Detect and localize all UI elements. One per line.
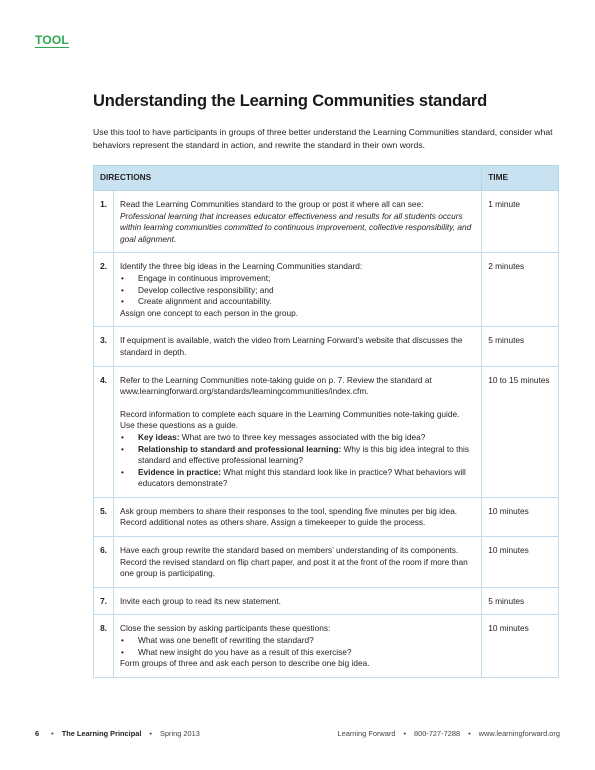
list-item	[120, 432, 475, 444]
bullet-list	[120, 635, 475, 658]
table-row	[94, 537, 559, 588]
step-text: Close the session by asking participants these questions:	[119, 623, 331, 634]
directions-table	[93, 165, 559, 678]
list-item: • Engage in continuous improvement;	[120, 273, 475, 285]
table-row	[94, 497, 559, 536]
bullet-bold-label: Key ideas:	[137, 431, 180, 442]
table-row	[94, 327, 559, 366]
step-text: If equipment is available, watch the video from Learning Forward’s website that discusses the standard in depth.	[119, 335, 463, 357]
step-time: 10 minutes	[482, 615, 559, 677]
step-directions	[113, 497, 481, 536]
step-text: Identify the three big ideas in the Learning Communities standard:	[119, 261, 363, 272]
step-text: Have each group rewrite the standard based on members’ understanding of its components. Record the revised standard on flip chart paper, and post it at the front of the room if more than one group is participating.	[119, 545, 468, 579]
step-directions	[113, 191, 481, 253]
table-header-row	[94, 166, 559, 191]
phone-number: 800-727-7288	[414, 729, 461, 738]
step-time: 5 minutes	[482, 327, 559, 366]
bullet-text: What might this standard look like in practice? What behaviors will educators demonstrate?	[137, 466, 466, 489]
step-directions	[113, 327, 481, 366]
publication-name: The Learning Principal	[61, 729, 142, 738]
step-time: 10 minutes	[482, 537, 559, 588]
table-row	[94, 191, 559, 253]
time-header: TIME	[482, 166, 559, 191]
step-text-after: Form groups of three and ask each person to describe one big idea.	[119, 658, 370, 669]
page-number: 6	[35, 729, 40, 738]
organization-name: Learning Forward	[337, 729, 396, 738]
step-directions	[113, 587, 481, 615]
bullet-bold-label: Relationship to standard and professional learning:	[137, 443, 342, 454]
footer-separator: •	[403, 729, 407, 738]
step-text: Refer to the Learning Communities note-taking guide on p. 7. Review the standard at www.learningforward.org/standards/learningcommunities/index.cfm.	[119, 374, 432, 397]
table-row	[94, 587, 559, 615]
step-time: 10 to 15 minutes	[482, 366, 559, 497]
table-row	[94, 253, 559, 327]
footer-right	[338, 729, 561, 738]
step-number: 8.	[94, 615, 114, 677]
footer-separator: •	[51, 729, 54, 738]
list-item: • Develop collective responsibility; and	[120, 285, 475, 297]
step-number: 3.	[94, 327, 114, 366]
intro-paragraph: Use this tool to have participants in groups of three better understand the Learning Communities standard, consider what behaviors represent the standard in action, and rewrite the standard in their own words.	[93, 127, 553, 150]
bullet-bold-label: Evidence in practice:	[137, 466, 221, 477]
footer-separator: •	[468, 729, 471, 738]
table-row	[94, 615, 559, 677]
list-item	[120, 444, 475, 467]
step-text: Invite each group to read its new statement.	[119, 595, 281, 606]
spacer	[120, 398, 475, 409]
step-text-after: Assign one concept to each person in the group.	[119, 307, 299, 318]
bullet-list	[120, 432, 475, 490]
step-time: 2 minutes	[482, 253, 559, 327]
step-number: 7.	[94, 587, 114, 615]
footer-separator: •	[149, 729, 152, 738]
list-item: • What new insight do you have as a result of this exercise?	[120, 647, 475, 659]
step-time: 5 minutes	[482, 587, 559, 615]
bullet-text: Why is this big idea integral to this standard and effective professional learning?	[137, 443, 470, 466]
issue-date: Spring 2013	[159, 729, 200, 738]
directions-header: DIRECTIONS	[94, 166, 482, 191]
table-row	[94, 366, 559, 497]
step-time: 1 minute	[482, 191, 559, 253]
list-item	[120, 467, 475, 490]
step-directions	[113, 253, 481, 327]
step-number: 5.	[94, 497, 114, 536]
step-number: 6.	[94, 537, 114, 588]
step-directions	[113, 366, 481, 497]
website-link[interactable]: www.learningforward.org	[478, 729, 560, 738]
step-directions	[113, 615, 481, 677]
bullet-text: What are two to three key messages associated with the big idea?	[179, 431, 426, 442]
list-item: • Create alignment and accountability.	[120, 296, 475, 308]
step-number: 2.	[94, 253, 114, 327]
bullet-list	[120, 273, 475, 308]
page-title: Understanding the Learning Communities standard	[93, 92, 487, 110]
step-number: 1.	[94, 191, 114, 253]
step-directions	[113, 537, 481, 588]
standard-quote: Professional learning that increases educator effectiveness and results for all students occurs within learning communities committed to continuous improvement, collective responsibility, and goal alignment.	[119, 210, 472, 244]
list-item: • What was one benefit of rewriting the standard?	[120, 635, 475, 647]
step-time: 10 minutes	[482, 497, 559, 536]
step-number: 4.	[94, 366, 114, 497]
page-footer	[35, 729, 560, 738]
footer-left	[35, 729, 200, 738]
step-text: Read the Learning Communities standard to the group or post it where all can see:	[119, 199, 424, 209]
step-text: Ask group members to share their responses to the tool, spending five minutes per big idea. Record additional notes as others share. Assign a timekeeper to guide the process.	[119, 505, 458, 528]
step-text-2: Record information to complete each square in the Learning Communities note-taking guide. Use these questions as a guide.	[119, 408, 460, 431]
tool-tag: TOOL	[35, 33, 69, 47]
